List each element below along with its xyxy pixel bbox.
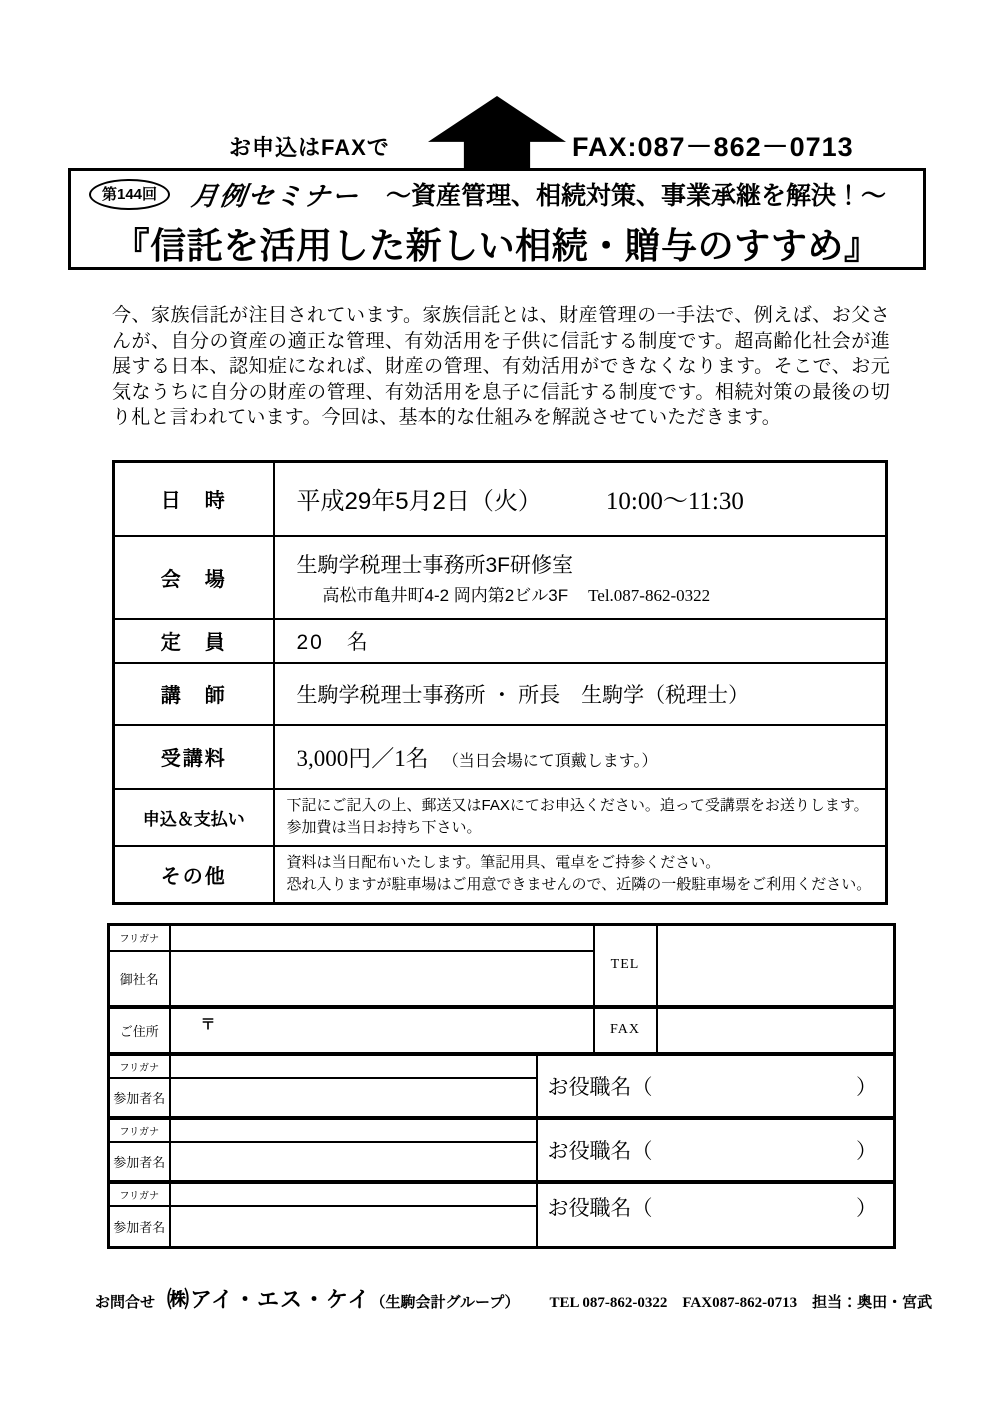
form-row-address <box>109 1007 895 1054</box>
furigana-label: フリガナ <box>109 925 170 951</box>
table-row-other <box>114 846 887 904</box>
intro-paragraph: 今、家族信託が注目されています。家族信託とは、財産管理の一手法で、例えば、お父さんが、自分の資産の適正な管理、有効活用を子供に信託する制度です。超高齢化社会が進展する日本、認知症になれば、財産の管理、有効活用ができなくなります。そこで、お元気なうちに自分の財産の管理、有効活用を息子に信託する制度です。相続対策の最後の切り札と言われています。今回は、基本的な仕組みを解説させていただきます。 <box>112 305 890 428</box>
postal-mark: 〒 <box>200 1016 216 1033</box>
fax-field[interactable] <box>657 1007 895 1054</box>
table-row-venue <box>114 536 887 619</box>
seminar-date: 平成29年5月2日（火） <box>296 487 542 515</box>
fax-label: FAX <box>594 1007 657 1054</box>
table-row-datetime <box>114 462 887 536</box>
venue-label: 会 場 <box>114 536 274 619</box>
other-note-line2: 恐れ入りますが駐車場はご用意できませんので、近隣の一般駐車場をご利用ください。 <box>286 876 872 893</box>
seminar-round-badge: 第144回 <box>89 179 170 210</box>
furigana-label: フリガナ <box>109 1054 170 1078</box>
furigana-label: フリガナ <box>109 1118 170 1142</box>
contact-company-name: ㈱アイ・エス・ケイ <box>167 1287 371 1312</box>
other-label: その他 <box>114 846 274 904</box>
role-label-open: お役職名（ <box>547 1074 653 1099</box>
seminar-series-name: 月例セミナー <box>189 180 362 211</box>
application-form-table <box>107 923 896 1249</box>
participant2-furigana-field[interactable] <box>170 1118 537 1142</box>
role-label-open: お役職名（ <box>547 1138 653 1163</box>
seminar-title: 『信託を活用した新しい相続・贈与のすすめ』 <box>113 225 881 266</box>
participant-name-label: 参加者名 <box>109 1206 170 1248</box>
datetime-label: 日 時 <box>114 462 274 536</box>
address-field[interactable] <box>170 1007 594 1054</box>
company-furigana-field[interactable] <box>170 925 594 951</box>
company-name-label: 御社名 <box>109 951 170 1007</box>
venue-phone: Tel.087-862-0322 <box>588 585 711 605</box>
tel-label: TEL <box>594 925 657 1007</box>
fee-note: （当日会場にて頂戴します。） <box>442 753 658 770</box>
participant2-role-cell[interactable] <box>537 1118 895 1182</box>
address-label: ご住所 <box>109 1007 170 1054</box>
participant-name-label: 参加者名 <box>109 1078 170 1118</box>
contact-tel-fax-person: TEL 087-862-0322 FAX087-862-0713 担当：奥田・宮武 <box>549 1295 933 1311</box>
form-row-participant2-furigana <box>109 1118 895 1142</box>
contact-footer <box>95 1283 932 1314</box>
participant1-name-field[interactable] <box>170 1078 537 1118</box>
fee-price: 3,000円／1名 <box>296 746 429 771</box>
seminar-header-box <box>68 168 926 270</box>
table-row-lecturer <box>114 663 887 725</box>
participant-name-label: 参加者名 <box>109 1142 170 1182</box>
application-note-line1: 下記にご記入の上、郵送又はFAXにてお申込ください。追って受講票をお送りします。 <box>286 796 869 814</box>
participant1-role-cell[interactable] <box>537 1054 895 1118</box>
form-row-company-furigana <box>109 925 895 951</box>
participant2-name-field[interactable] <box>170 1142 537 1182</box>
seminar-subtitle: ～資産管理、相続対策、事業承継を解決！～ <box>386 183 887 210</box>
up-arrow-icon <box>428 96 566 170</box>
participant3-role-cell[interactable] <box>537 1182 895 1248</box>
lecturer-value: 生駒学税理士事務所 ・ 所長 生駒学（税理士） <box>296 683 750 707</box>
form-row-participant1-furigana <box>109 1054 895 1078</box>
role-label-close: ） <box>856 1074 877 1099</box>
seminar-header-row <box>71 171 923 217</box>
lecturer-label: 講 師 <box>114 663 274 725</box>
role-label-open: お役職名（ <box>547 1195 653 1220</box>
venue-address: 高松市亀井町4-2 岡内第2ビル3F <box>322 585 569 605</box>
participant3-name-field[interactable] <box>170 1206 537 1248</box>
fax-instruction-text: お申込はFAXで <box>229 135 390 160</box>
role-label-close: ） <box>856 1195 877 1220</box>
fax-number-text: FAX:087－862－0713 <box>572 132 854 162</box>
contact-company-group: （生駒会計グループ） <box>370 1294 520 1311</box>
venue-name: 生駒学税理士事務所3F研修室 <box>296 553 574 577</box>
furigana-label: フリガナ <box>109 1182 170 1206</box>
company-name-field[interactable] <box>170 951 594 1007</box>
table-row-fee <box>114 725 887 789</box>
capacity-value: 20 名 <box>296 630 370 654</box>
role-label-close: ） <box>856 1138 877 1163</box>
table-row-application <box>114 789 887 846</box>
form-row-participant3-furigana <box>109 1182 895 1206</box>
other-note-line1: 資料は当日配布いたします。筆記用具、電卓をご持参ください。 <box>286 853 721 871</box>
participant1-furigana-field[interactable] <box>170 1054 537 1078</box>
application-note-line2: 参加費は当日お持ち下さい。 <box>286 819 482 836</box>
fee-label: 受講料 <box>114 725 274 789</box>
seminar-time: 10:00～11:30 <box>605 487 744 515</box>
tel-field[interactable] <box>657 925 895 1007</box>
application-label: 申込＆支払い <box>114 789 274 846</box>
capacity-label: 定 員 <box>114 619 274 663</box>
contact-label: お問合せ <box>95 1294 156 1311</box>
seminar-info-table <box>112 460 888 905</box>
participant3-furigana-field[interactable] <box>170 1182 537 1206</box>
table-row-capacity <box>114 619 887 663</box>
